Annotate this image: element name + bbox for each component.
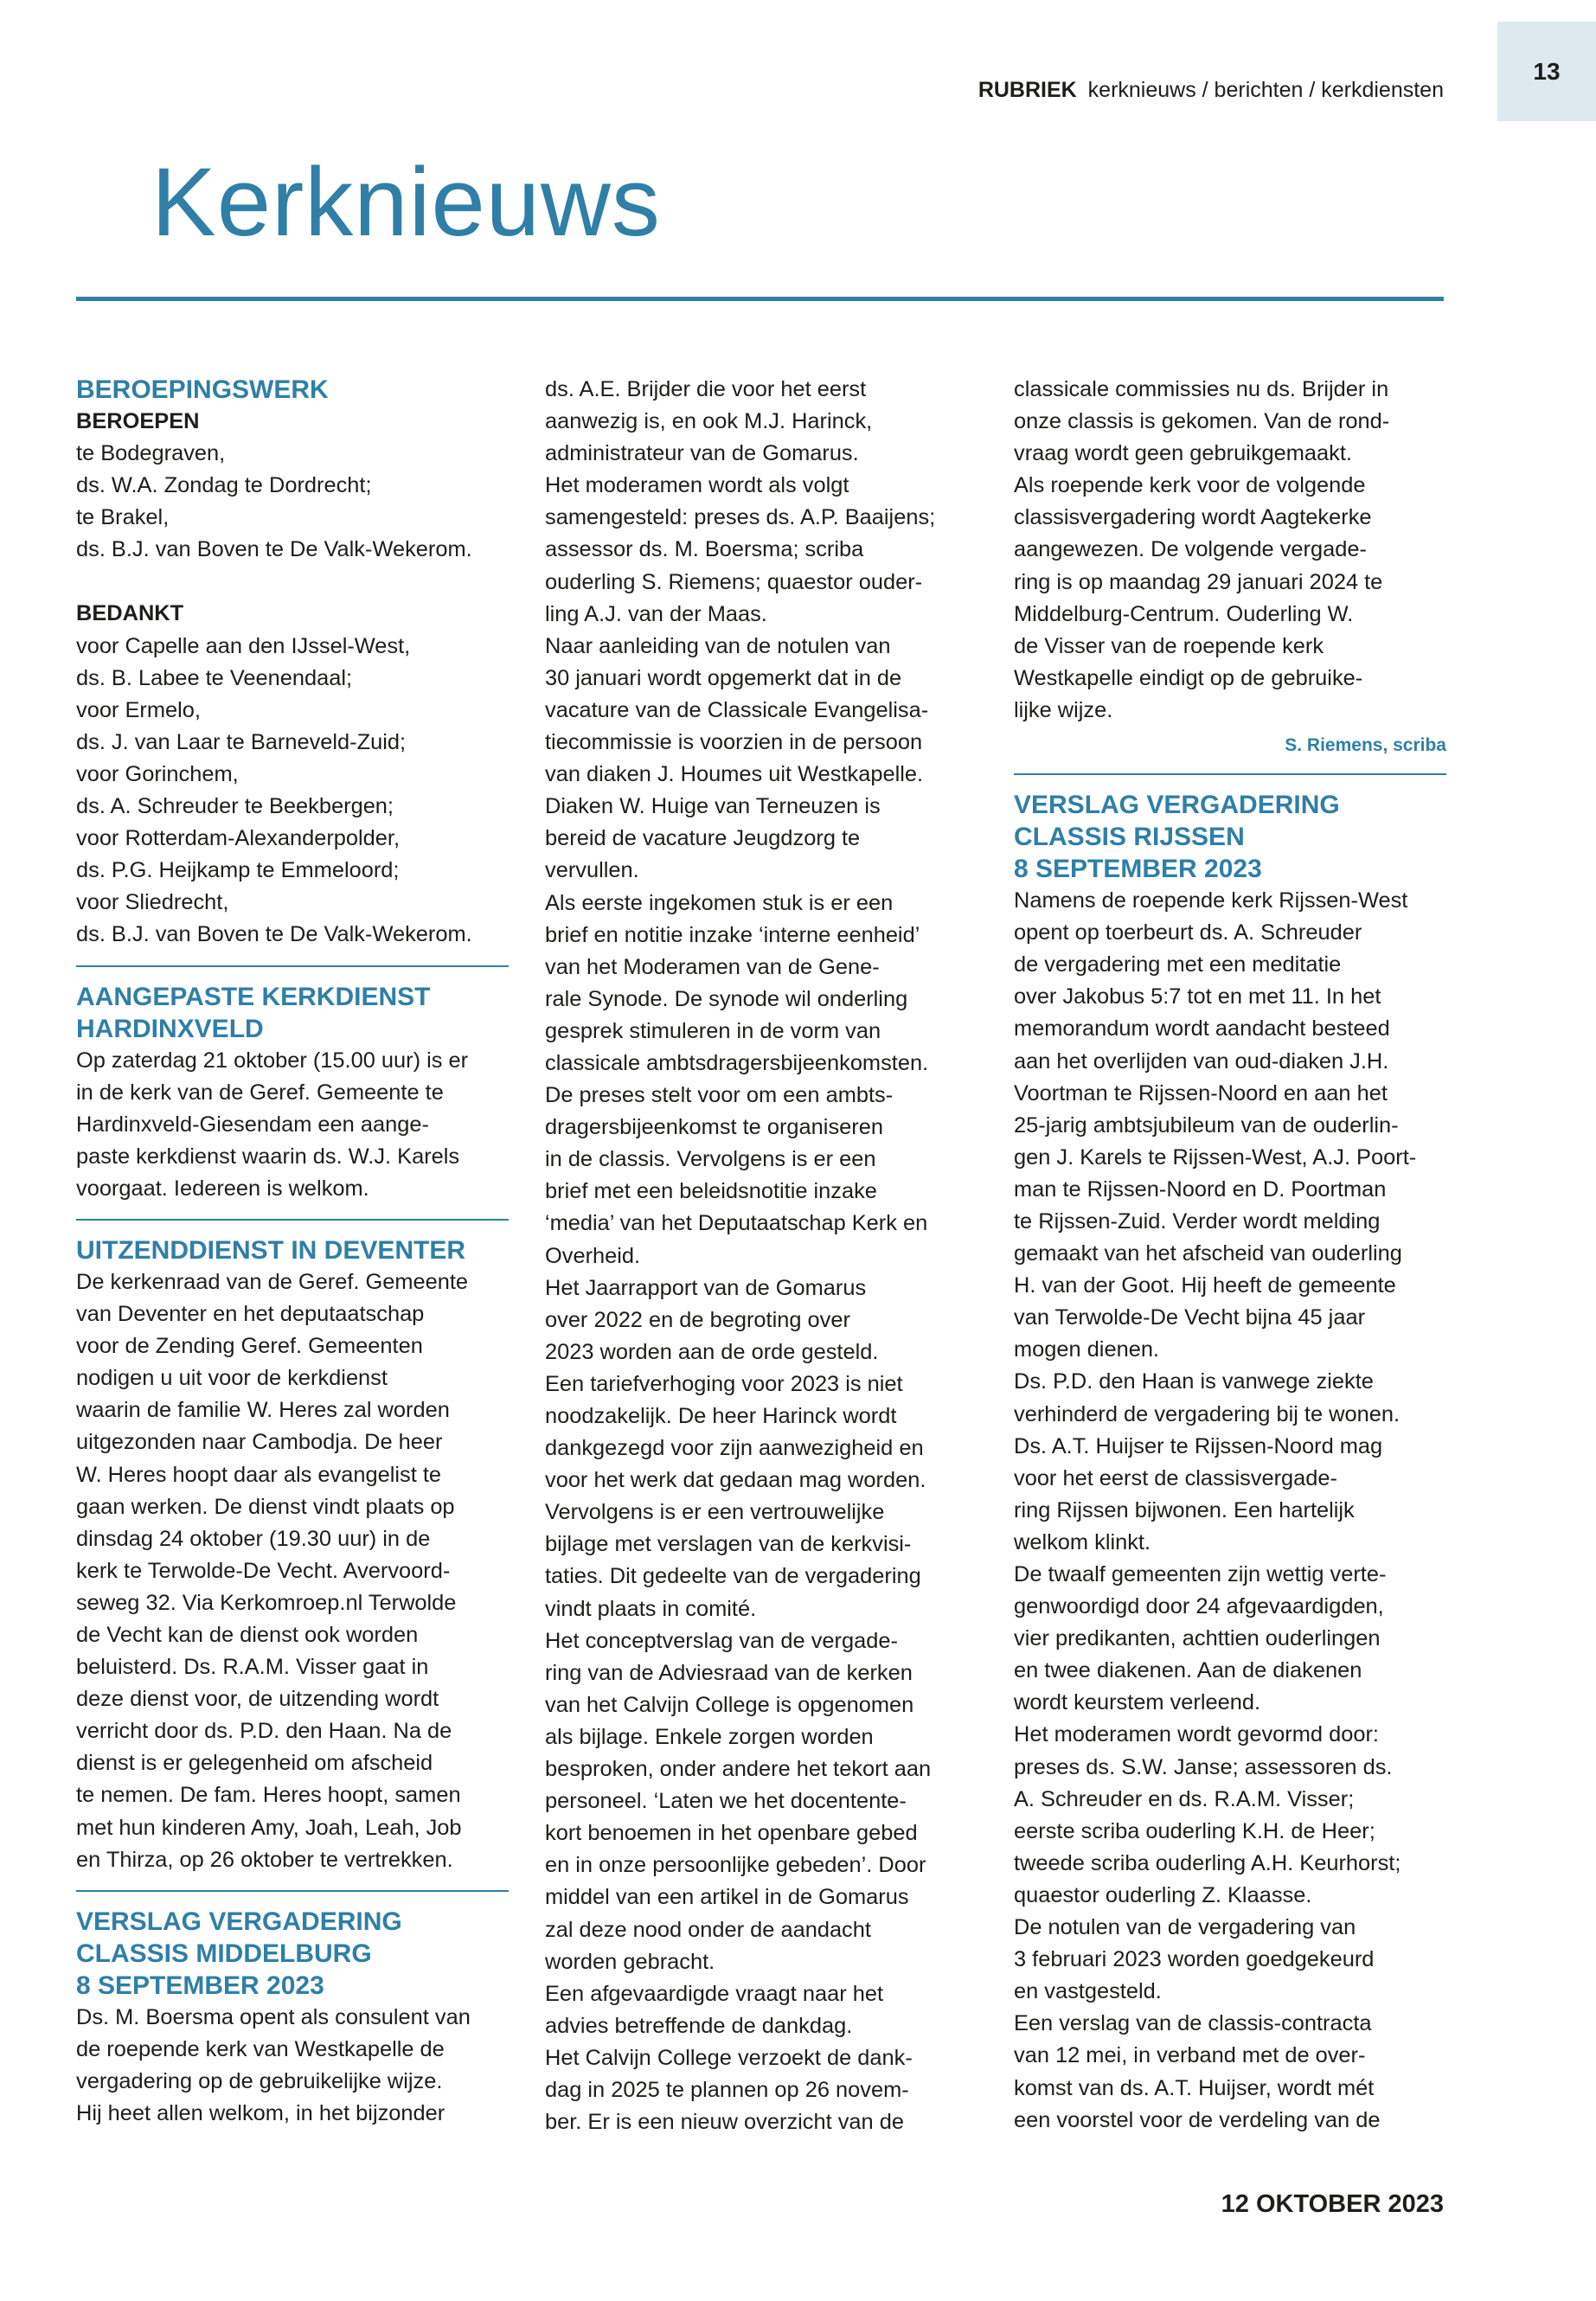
text-line: personeel. ‘Laten we het docentente- [545, 1789, 907, 1814]
text-line: dag in 2025 te plannen op 26 novem- [545, 2077, 909, 2102]
text-line: De twaalf gemeenten zijn wettig verte- [1014, 1562, 1387, 1586]
text-line: van Deventer en het deputaatschap [76, 1302, 425, 1327]
text-line: gemaakt van het afscheid van ouderling [1014, 1241, 1402, 1266]
section-divider [76, 965, 509, 967]
text-line: ds. J. van Laar te Barneveld-Zuid; [76, 729, 407, 754]
text-line: rale Synode. De synode wil onderling [545, 986, 908, 1011]
text-line: Als roepende kerk voor de volgende [1014, 473, 1366, 498]
text-line: voor het eerst de classisvergade- [1014, 1465, 1337, 1490]
text-line: vraag wordt geen gebruikgemaakt. [1014, 441, 1352, 466]
text-line: beluisterd. Ds. R.A.M. Visser gaat in [76, 1655, 429, 1680]
text-line: van het Calvijn College is opgenomen [545, 1692, 914, 1717]
text-line: en vastgesteld. [1014, 1979, 1162, 2004]
text-line: Het moderamen wordt als volgt [545, 473, 849, 498]
text-line: lijke wijze. [1014, 697, 1113, 722]
text-line: 30 januari wordt opgemerkt dat in de [545, 665, 902, 690]
text-line: de Vecht kan de dienst ook worden [76, 1623, 419, 1647]
section-heading-beroepingswerk: BEROEPINGSWERK [76, 375, 329, 404]
text-line: ring van de Adviesraad van de kerken [545, 1660, 913, 1685]
section-heading-aangepaste-kerkdienst [76, 981, 509, 1045]
text-line: Ds. M. Boersma opent als consulent van [76, 2004, 471, 2029]
text-line: worden gebracht. [545, 1949, 715, 1974]
text-line: ds. A.E. Brijder die voor het eerst [545, 377, 867, 401]
text-line: zal deze nood onder de aandacht [545, 1917, 871, 1942]
uitzenddienst-body [76, 1266, 509, 1876]
text-line: genwoordigd door 24 afgevaardigden, [1014, 1594, 1384, 1619]
text-line: W. Heres hoopt daar als evangelist te [76, 1462, 441, 1487]
text-line: onze classis is gekomen. Van de rond- [1014, 409, 1390, 434]
text-line: memorandum wordt aandacht besteed [1014, 1016, 1390, 1042]
rubriek-label: RUBRIEK [977, 78, 1077, 102]
text-line: aan het overlijden van oud-diaken J.H. [1014, 1048, 1389, 1074]
text-line: 25-jarig ambtsjubileum van de ouderlin- [1014, 1112, 1399, 1138]
text-line: Ds. A.T. Huijser te Rijssen-Noord mag [1014, 1433, 1383, 1458]
text-line: assessor ds. M. Boersma; scriba [545, 537, 864, 562]
text-line: CLASSIS MIDDELBURG [76, 1939, 372, 1968]
text-line: te Brakel, [76, 505, 170, 530]
text-line: HARDINXVELD [76, 1014, 264, 1043]
classis-middelburg-body-end [1014, 374, 1446, 727]
text-line: en Thirza, op 26 oktober te vertrekken. [76, 1847, 453, 1872]
text-line: CLASSIS RIJSSEN [1014, 823, 1245, 852]
text-line: aangewezen. De volgende vergade- [1014, 537, 1367, 562]
text-line: te nemen. De fam. Heres hoopt, samen [76, 1783, 461, 1808]
text-line: tiecommissie is voorzien in de persoon [545, 730, 923, 755]
rubriek-path: kerknieuws / berichten / kerkdiensten [1087, 78, 1444, 102]
text-line: welkom klinkt. [1014, 1529, 1151, 1554]
text-line: te Bodegraven, [76, 441, 226, 466]
section-heading-classis-rijssen [1014, 789, 1446, 885]
text-line: de vergadering met een meditatie [1014, 952, 1342, 977]
column-2 [545, 374, 977, 2138]
text-line: voor Capelle aan den IJssel-West, [76, 633, 411, 658]
text-line: ds. B.J. van Boven te De Valk-Wekerom. [76, 922, 472, 947]
text-line: als bijlage. Enkele zorgen worden [545, 1724, 874, 1749]
text-line: eerste scriba ouderling K.H. de Heer; [1014, 1818, 1375, 1843]
text-line: Een afgevaardigde vraagt naar het [545, 1981, 884, 2006]
text-line: van het Moderamen van de Gene- [545, 954, 880, 979]
text-line: 2023 worden aan de orde gesteld. [545, 1339, 879, 1364]
page-number-tab [1497, 22, 1596, 121]
text-line: ber. Er is een nieuw overzicht van de [545, 2110, 904, 2135]
text-line: ds. A. Schreuder te Beekbergen; [76, 794, 394, 819]
text-line: tweede scriba ouderling A.H. Keurhorst; [1014, 1850, 1401, 1875]
text-line: voor Sliedrecht, [76, 890, 229, 915]
text-line: preses ds. S.W. Janse; assessoren ds. [1014, 1754, 1393, 1779]
text-line: bijlage met verslagen van de kerkvisi- [545, 1532, 912, 1557]
text-line: voor Gorinchem, [76, 761, 239, 786]
text-line: brief en notitie inzake ‘interne eenheid’ [545, 922, 920, 947]
text-line: van Terwolde-De Vecht bijna 45 jaar [1014, 1305, 1366, 1330]
text-line: man te Rijssen-Noord en D. Poortman [1014, 1176, 1387, 1202]
text-line: deze dienst voor, de uitzending wordt [76, 1687, 439, 1712]
text-line: ling A.J. van der Maas. [545, 601, 767, 626]
subheading-beroepen: BEROEPEN [76, 409, 200, 433]
title-divider [76, 297, 1444, 301]
text-line: administrateur van de Gomarus. [545, 441, 859, 466]
text-line: Op zaterdag 21 oktober (15.00 uur) is er [76, 1048, 469, 1073]
text-line: komst van ds. A.T. Huijser, wordt mét [1014, 2075, 1375, 2100]
text-line: 3 februari 2023 worden goedgekeurd [1014, 1947, 1375, 1972]
beroepen-list [76, 438, 509, 566]
text-line: waarin de familie W. Heres zal worden [76, 1398, 450, 1423]
text-line: Westkapelle eindigt op de gebruike- [1014, 665, 1363, 690]
text-line: voor Rotterdam-Alexanderpolder, [76, 826, 401, 851]
text-line: kort benoemen in het openbare gebed [545, 1821, 918, 1846]
text-line: Ds. P.D. den Haan is vanwege ziekte [1014, 1369, 1374, 1394]
section-heading-uitzenddienst [76, 1234, 509, 1266]
text-line: classisvergadering wordt Aagtekerke [1014, 505, 1372, 530]
text-line: Het moderamen wordt gevormd door: [1014, 1722, 1379, 1747]
text-line: VERSLAG VERGADERING [76, 1907, 402, 1936]
text-line: Hij heet allen welkom, in het bijzonder [76, 2101, 445, 2126]
section-heading-classis-middelburg [76, 1906, 509, 2002]
text-line: Naar aanleiding van de notulen van [545, 633, 891, 658]
text-line: ds. P.G. Heijkamp te Emmeloord; [76, 858, 400, 883]
text-line: De kerkenraad van de Geref. Gemeente [76, 1269, 469, 1294]
section-divider [76, 1890, 509, 1892]
subheading-bedankt: BEDANKT [76, 601, 184, 626]
text-line: en in onze persoonlijke gebeden’. Door [545, 1853, 926, 1878]
text-line: dragersbijeenkomst te organiseren [545, 1115, 883, 1140]
text-line: Namens de roepende kerk Rijssen-West [1014, 888, 1408, 913]
text-line: H. van der Goot. Hij heeft de gemeente [1014, 1273, 1396, 1298]
text-line: ring Rijssen bijwonen. Een hartelijk [1014, 1497, 1355, 1522]
text-line: gaan werken. De dienst vindt plaats op [76, 1494, 455, 1519]
column-3 [1014, 374, 1446, 2137]
text-line: classicale commissies nu ds. Brijder in [1014, 377, 1389, 401]
text-line: vindt plaats in comité. [545, 1596, 757, 1621]
signature: S. Riemens, scriba [1285, 735, 1446, 756]
text-line: taties. Dit gedeelte van de vergadering [545, 1564, 921, 1589]
text-line: advies betreffende de dankdag. [545, 2013, 853, 2038]
text-line: over Jakobus 5:7 tot en met 11. In het [1014, 984, 1381, 1009]
text-line: de roepende kerk van Westkapelle de [76, 2036, 445, 2061]
text-line: paste kerkdienst waarin ds. W.J. Karels [76, 1144, 460, 1169]
text-line: Voortman te Rijssen-Noord en aan het [1014, 1080, 1388, 1106]
text-line: aanwezig is, en ook M.J. Harinck, [545, 409, 873, 434]
text-line: AANGEPASTE KERKDIENST [76, 982, 431, 1011]
text-line: Hardinxveld-Giesendam een aange- [76, 1112, 429, 1137]
issue-date: 12 OKTOBER 2023 [1221, 2190, 1444, 2218]
text-line: de Visser van de roepende kerk [1014, 633, 1324, 658]
text-line: Het conceptverslag van de vergade- [545, 1628, 898, 1653]
text-line: ds. W.A. Zondag te Dordrecht; [76, 473, 372, 498]
text-line: dankgezegd voor zijn aanwezigheid en [545, 1436, 924, 1461]
text-line: voor de Zending Geref. Gemeenten [76, 1334, 423, 1359]
aangepaste-kerkdienst-body [76, 1045, 509, 1205]
text-line: dinsdag 24 oktober (19.30 uur) in de [76, 1526, 431, 1551]
text-line: vervullen. [545, 858, 639, 883]
text-line: in de kerk van de Geref. Gemeente te [76, 1080, 444, 1105]
text-line: samengesteld: preses ds. A.P. Baaijens; [545, 505, 936, 530]
text-line: nodigen u uit voor de kerkdienst [76, 1366, 388, 1391]
text-line: voor Ermelo, [76, 697, 201, 722]
section-divider [76, 1219, 509, 1221]
text-line: VERSLAG VERGADERING [1014, 791, 1340, 820]
text-line: seweg 32. Via Kerkomroep.nl Terwolde [76, 1590, 457, 1615]
section-header [978, 78, 1444, 103]
text-line: een voorstel voor de verdeling van de [1014, 2107, 1381, 2132]
classis-middelburg-body-continued [545, 374, 977, 2138]
page-title: Kerknieuws [151, 148, 661, 256]
text-line: quaestor ouderling Z. Klaasse. [1014, 1882, 1312, 1907]
text-line: ring is op maandag 29 januari 2024 te [1014, 569, 1383, 594]
text-line: Vervolgens is er een vertrouwelijke [545, 1500, 885, 1525]
text-line: in de classis. Vervolgens is er een [545, 1147, 876, 1172]
text-line: vergadering op de gebruikelijke wijze. [76, 2068, 443, 2093]
text-line: te Rijssen-Zuid. Verder wordt melding [1014, 1208, 1381, 1234]
text-line: 8 SEPTEMBER 2023 [1014, 855, 1262, 884]
page-number: 13 [1533, 57, 1561, 85]
text-line: vacature van de Classicale Evangelisa- [545, 697, 929, 722]
text-line: Als eerste ingekomen stuk is er een [545, 890, 894, 915]
text-line: De notulen van de vergadering van [1014, 1915, 1356, 1940]
text-line: 8 SEPTEMBER 2023 [76, 1971, 324, 2000]
text-line: Overheid. [545, 1243, 641, 1268]
text-line: ds. B.J. van Boven te De Valk-Wekerom. [76, 537, 472, 562]
text-line: gen J. Karels te Rijssen-West, A.J. Poort- [1014, 1144, 1417, 1170]
spacer [76, 566, 509, 598]
text-line: over 2022 en de begroting over [545, 1307, 850, 1332]
text-line: bereid de vacature Jeugdzorg te [545, 826, 861, 851]
text-line: ‘media’ van het Deputaatschap Kerk en [545, 1211, 928, 1236]
text-line: UITZENDDIENST IN DEVENTER [76, 1235, 466, 1265]
bedankt-list [76, 631, 509, 952]
text-line: ouderling S. Riemens; quaestor ouder- [545, 569, 923, 594]
text-line: classicale ambtsdragersbijeenkomsten. [545, 1050, 929, 1075]
text-line: van 12 mei, in verband met de over- [1014, 2043, 1366, 2068]
text-line: gesprek stimuleren in de vorm van [545, 1018, 881, 1043]
text-line: A. Schreuder en ds. R.A.M. Visser; [1014, 1786, 1355, 1811]
text-line: besproken, onder andere het tekort aan [545, 1757, 932, 1782]
text-line: voorgaat. Iedereen is welkom. [76, 1176, 369, 1201]
text-line: ds. B. Labee te Veenendaal; [76, 665, 353, 690]
text-line: Het Jaarrapport van de Gomarus [545, 1275, 867, 1300]
text-line: noodzakelijk. De heer Harinck wordt [545, 1404, 897, 1428]
text-line: uitgezonden naar Cambodja. De heer [76, 1430, 443, 1455]
classis-rijssen-body [1014, 885, 1446, 2137]
text-line: en twee diakenen. Aan de diakenen [1014, 1658, 1362, 1683]
text-line: dienst is er gelegenheid om afscheid [76, 1751, 433, 1776]
text-line: van diaken J. Houmes uit Westkapelle. [545, 762, 924, 787]
text-line: middel van een artikel in de Gomarus [545, 1885, 909, 1910]
text-line: mogen dienen. [1014, 1337, 1159, 1362]
text-line: vier predikanten, achttien ouderlingen [1014, 1626, 1381, 1651]
text-line: Middelburg-Centrum. Ouderling W. [1014, 601, 1354, 626]
text-line: wordt keurstem verleend. [1014, 1690, 1261, 1715]
text-line: brief met een beleidsnotitie inzake [545, 1179, 877, 1204]
text-line: met hun kinderen Amy, Joah, Leah, Job [76, 1815, 462, 1840]
section-divider [1014, 773, 1446, 775]
text-line: Een verslag van de classis-contracta [1014, 2011, 1372, 2036]
classis-middelburg-body [76, 2002, 509, 2130]
text-line: voor het werk dat gedaan mag worden. [545, 1468, 926, 1493]
text-line: verhinderd de vergadering bij te wonen. [1014, 1401, 1401, 1426]
text-line: Het Calvijn College verzoekt de dank- [545, 2045, 913, 2070]
text-line: De preses stelt voor om een ambts- [545, 1083, 894, 1108]
column-1 [76, 374, 509, 2130]
text-line: kerk te Terwolde-De Vecht. Avervoord- [76, 1558, 451, 1583]
text-line: Een tariefverhoging voor 2023 is niet [545, 1371, 903, 1396]
text-line: opent op toerbeurt ds. A. Schreuder [1014, 920, 1362, 945]
text-line: Diaken W. Huige van Terneuzen is [545, 794, 881, 819]
text-line: verricht door ds. P.D. den Haan. Na de [76, 1719, 452, 1744]
